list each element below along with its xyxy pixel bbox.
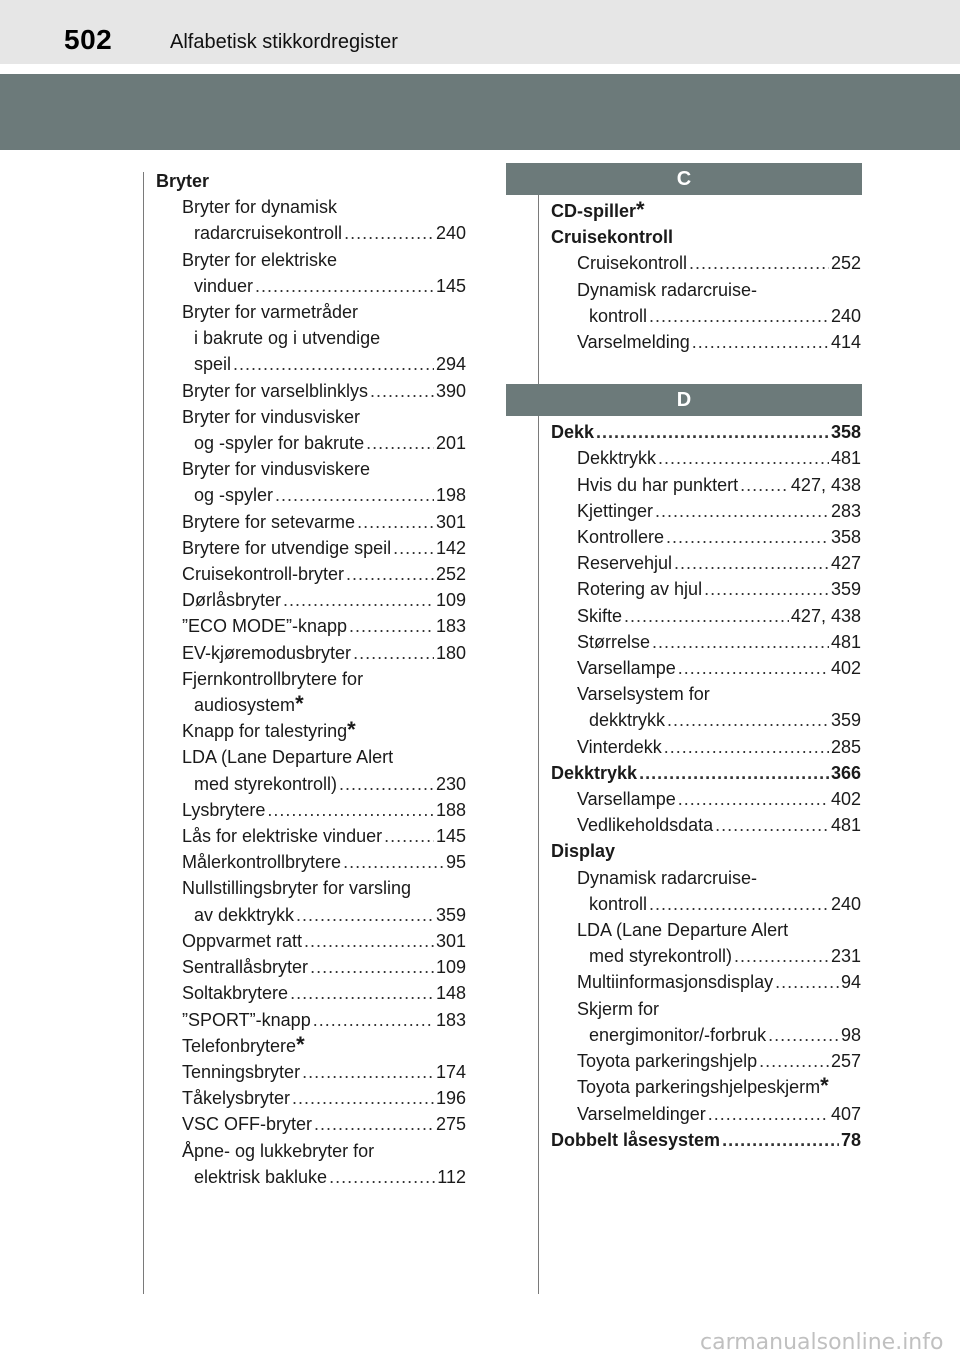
- entry-text: Bryter for vindusvisker: [182, 406, 361, 427]
- d-index-entry: [551, 760, 861, 786]
- dot-leader: [704, 576, 829, 602]
- d-index-entry: [551, 969, 861, 995]
- entry-text: Cruisekontroll: [551, 227, 674, 248]
- dot-leader: [393, 535, 434, 561]
- left-index-entry: [156, 351, 466, 377]
- d-index-entry: [551, 734, 861, 760]
- left-column-rule: [143, 172, 144, 1294]
- entry-text: Tenningsbryter: [182, 1061, 301, 1082]
- header-banner: [0, 74, 960, 150]
- page-reference: 275: [435, 1114, 466, 1135]
- entry-text: Varsellampe: [577, 658, 676, 679]
- entry-text: med styrekontroll): [194, 773, 338, 794]
- entry-text: Display: [551, 841, 616, 862]
- left-index-entry: [156, 194, 466, 220]
- entry-text: av dekktrykk: [194, 904, 295, 925]
- dot-leader: [339, 771, 434, 797]
- left-index-entry: [156, 404, 466, 430]
- entry-text: Dørlåsbryter: [182, 590, 282, 611]
- entry-text: Bryter for varselblinklys: [182, 380, 369, 401]
- entry-text: Brytere for setevarme: [182, 511, 356, 532]
- dot-leader: [366, 430, 434, 456]
- dot-leader: [678, 786, 829, 812]
- page-reference: 252: [830, 253, 861, 274]
- dot-leader: [255, 273, 434, 299]
- dot-leader: [658, 445, 829, 471]
- page-reference: 231: [830, 946, 861, 967]
- page-reference: 240: [830, 893, 861, 914]
- letter-heading-d: D: [506, 384, 862, 416]
- page-reference: 109: [435, 590, 466, 611]
- dot-leader: [639, 760, 829, 786]
- page-reference: 481: [830, 815, 861, 836]
- dot-leader: [370, 378, 434, 404]
- dot-leader: [678, 655, 829, 681]
- section-title: Alfabetisk stikkordregister: [170, 31, 398, 53]
- left-index-entry: [156, 613, 466, 639]
- entry-text: Multiinformasjonsdisplay: [577, 972, 774, 993]
- entry-text: kontroll: [589, 893, 648, 914]
- entry-text: Varsellampe: [577, 789, 676, 810]
- page-reference: 183: [435, 1009, 466, 1030]
- section-gap: [551, 355, 861, 419]
- d-index-entry: [551, 1022, 861, 1048]
- left-index-entry: [156, 1111, 466, 1137]
- entry-text: Kjettinger: [577, 500, 654, 521]
- dot-leader: [624, 603, 789, 629]
- d-index-entry: [551, 865, 861, 891]
- entry-text: Oppvarmet ratt: [182, 930, 303, 951]
- entry-text: Soltakbrytere: [182, 983, 289, 1004]
- entry-text: Dekktrykk: [577, 448, 657, 469]
- dot-leader: [292, 1085, 434, 1111]
- page-reference: 366: [830, 762, 861, 783]
- page-reference: 481: [830, 631, 861, 652]
- d-index-entry: [551, 681, 861, 707]
- c-index-entry: [551, 277, 861, 303]
- dot-leader: [302, 1059, 434, 1085]
- entry-text: Dynamisk radarcruise-: [577, 279, 758, 300]
- c-index-entry: CD-spiller *: [551, 198, 861, 224]
- entry-text: Tåkelysbryter: [182, 1088, 291, 1109]
- page-number: 502: [64, 24, 113, 55]
- dot-leader: [267, 797, 434, 823]
- watermark: carmanualsonline.info: [700, 1330, 944, 1355]
- dot-leader: [275, 482, 434, 508]
- entry-text: dekktrykk: [589, 710, 666, 731]
- dot-leader: [664, 734, 829, 760]
- dot-leader: [667, 707, 829, 733]
- page-reference: 427, 438: [790, 474, 861, 495]
- entry-text: Toyota parkeringshjelp: [577, 1051, 758, 1072]
- entry-text: Vinterdekk: [577, 736, 662, 757]
- page-reference: 98: [840, 1024, 861, 1045]
- left-index-entry: [156, 928, 466, 954]
- page-reference: 95: [445, 852, 466, 873]
- left-index-entry: [156, 1007, 466, 1033]
- page-reference: 142: [435, 537, 466, 558]
- entry-text: Dobbelt låsesystem: [551, 1129, 721, 1150]
- dot-leader: [349, 613, 434, 639]
- left-index-entry: [156, 875, 466, 901]
- page-reference: 481: [830, 448, 861, 469]
- entry-text: Knapp for talestyring: [182, 721, 348, 742]
- left-index-entry: [156, 1085, 466, 1111]
- page-reference: 252: [435, 564, 466, 585]
- c-index-entry: [551, 250, 861, 276]
- dot-leader: [708, 1101, 829, 1127]
- entry-text: og -spyler: [194, 485, 274, 506]
- d-index-entry: [551, 786, 861, 812]
- d-index-entry: [551, 472, 861, 498]
- dot-leader: [314, 1111, 434, 1137]
- page-reference: 402: [830, 789, 861, 810]
- entry-text: Åpne- og lukkebryter for: [182, 1140, 375, 1161]
- entry-text: Størrelse: [577, 631, 651, 652]
- entry-text: med styrekontroll): [589, 946, 733, 967]
- d-index-entry: [551, 1127, 861, 1153]
- entry-text: CD-spiller: [551, 201, 637, 221]
- entry-text: Bryter: [156, 171, 210, 191]
- dot-leader: [722, 1127, 839, 1153]
- entry-text: i bakrute og i utvendige: [194, 328, 381, 349]
- left-index-entry: [156, 561, 466, 587]
- d-index-entry: [551, 943, 861, 969]
- entry-text: og -spyler for bakrute: [194, 433, 365, 454]
- left-index-entry: [156, 902, 466, 928]
- page-reference: 402: [830, 658, 861, 679]
- page-reference: 359: [830, 710, 861, 731]
- entry-text: Skifte: [577, 605, 623, 626]
- page-reference: 109: [435, 957, 466, 978]
- dot-leader: [715, 812, 829, 838]
- left-index-entry: [156, 247, 466, 273]
- page-reference: 294: [435, 354, 466, 375]
- d-index-entry: [551, 603, 861, 629]
- page-reference: 358: [830, 422, 861, 443]
- page-reference: 240: [830, 305, 861, 326]
- left-index-entry: [156, 220, 466, 246]
- left-index-entry: [156, 771, 466, 797]
- left-index-entry: [156, 430, 466, 456]
- page-reference: 240: [435, 223, 466, 244]
- entry-text: Bryter for elektriske: [182, 249, 338, 270]
- left-index-entry: [156, 325, 466, 351]
- entry-text: Vedlikeholdsdata: [577, 815, 714, 836]
- dot-leader: [233, 351, 434, 377]
- dot-leader: [283, 587, 434, 613]
- page-reference: 358: [830, 527, 861, 548]
- d-index-entry: [551, 524, 861, 550]
- dot-leader: [346, 561, 434, 587]
- dot-leader: [768, 1022, 839, 1048]
- dot-leader: [652, 629, 829, 655]
- page-reference: 78: [840, 1129, 861, 1150]
- page-reference: 414: [830, 332, 861, 353]
- left-index-entry: [156, 1164, 466, 1190]
- entry-text: ”ECO MODE”-knapp: [182, 616, 348, 637]
- left-index-entry: [156, 378, 466, 404]
- left-index-entry: [156, 640, 466, 666]
- dot-leader: [759, 1048, 829, 1074]
- entry-text: Toyota parkeringshjelpeskjerm: [577, 1077, 821, 1098]
- c-index-entry: [551, 224, 861, 250]
- dot-leader: [353, 640, 434, 666]
- dot-leader: [689, 250, 829, 276]
- dot-leader: [290, 980, 434, 1006]
- d-index-entry: [551, 629, 861, 655]
- page-reference: 183: [435, 616, 466, 637]
- dot-leader: [343, 849, 444, 875]
- dot-leader: [310, 954, 434, 980]
- d-index-entry: [551, 419, 861, 445]
- page-reference: 390: [435, 380, 466, 401]
- d-index-entry: [551, 576, 861, 602]
- entry-text: kontroll: [589, 305, 648, 326]
- dot-leader: [649, 303, 829, 329]
- entry-text: EV-kjøremodusbryter: [182, 642, 352, 663]
- d-index-entry: [551, 655, 861, 681]
- dot-leader: [296, 902, 434, 928]
- page-reference: 257: [830, 1051, 861, 1072]
- entry-text: audiosystem: [194, 695, 296, 716]
- entry-text: Lås for elektriske vinduer: [182, 826, 383, 847]
- dot-leader: [734, 943, 829, 969]
- left-index-entry: [156, 1059, 466, 1085]
- entry-text: Cruisekontroll: [577, 253, 688, 274]
- d-index-entry: [551, 550, 861, 576]
- left-index-entry: [156, 849, 466, 875]
- entry-text: LDA (Lane Departure Alert: [182, 747, 394, 768]
- left-index-entry: [156, 535, 466, 561]
- entry-text: Bryter for varmetråder: [182, 302, 359, 323]
- page-reference: 94: [840, 972, 861, 993]
- page-reference: 283: [830, 500, 861, 521]
- d-index-entry: [551, 1101, 861, 1127]
- left-index-entry: [156, 456, 466, 482]
- page-reference: 145: [435, 275, 466, 296]
- dot-leader: [344, 220, 434, 246]
- dot-leader: [329, 1164, 435, 1190]
- d-index-entry: Toyota parkeringshjelpeskjerm *: [551, 1074, 861, 1100]
- entry-text: Skjerm for: [577, 998, 660, 1019]
- entry-text: Varselmeldinger: [577, 1103, 706, 1124]
- left-index-entry: audiosystem *: [156, 692, 466, 718]
- entry-text: Nullstillingsbryter for varsling: [182, 878, 412, 899]
- entry-text: Målerkontrollbrytere: [182, 852, 342, 873]
- entry-text: Varselsystem for: [577, 684, 710, 705]
- dot-leader: [313, 1007, 434, 1033]
- entry-text: Sentrallåsbryter: [182, 957, 309, 978]
- letter-heading-c: C: [506, 163, 862, 195]
- entry-text: Brytere for utvendige speil: [182, 537, 392, 558]
- d-index-entry: [551, 445, 861, 471]
- entry-text: Bryter for vindusviskere: [182, 459, 371, 480]
- c-index-entry: [551, 303, 861, 329]
- left-index-entry: Knapp for talestyring *: [156, 718, 466, 744]
- entry-text: energimonitor/-forbruk: [589, 1024, 767, 1045]
- entry-text: Dekktrykk: [551, 762, 638, 783]
- entry-text: Varselmelding: [577, 332, 690, 353]
- dot-leader: [596, 419, 829, 445]
- entry-text: Telefonbrytere: [182, 1035, 297, 1056]
- entry-text: vinduer: [194, 275, 254, 296]
- entry-text: Reservehjul: [577, 553, 673, 574]
- page-reference: 285: [830, 736, 861, 757]
- entry-text: speil: [194, 354, 232, 375]
- page-reference: 112: [437, 1166, 466, 1187]
- dot-leader: [384, 823, 434, 849]
- page-reference: 301: [435, 930, 466, 951]
- page-reference: 145: [435, 826, 466, 847]
- entry-text: VSC OFF-bryter: [182, 1114, 313, 1135]
- entry-text: Dekk: [551, 422, 595, 443]
- entry-text: Rotering av hjul: [577, 579, 703, 600]
- page-reference: 427: [830, 553, 861, 574]
- page-reference: 359: [435, 904, 466, 925]
- page-reference: 301: [435, 511, 466, 532]
- left-index-entry: [156, 666, 466, 692]
- left-index-entry: [156, 587, 466, 613]
- d-index-entry: [551, 1048, 861, 1074]
- dot-leader: [666, 524, 829, 550]
- page-reference: 359: [830, 579, 861, 600]
- d-index-entry: [551, 996, 861, 1022]
- page-reference: 230: [435, 773, 466, 794]
- left-index-entry: [156, 1138, 466, 1164]
- page-reference: 180: [435, 642, 466, 663]
- d-index-entry: [551, 917, 861, 943]
- entry-text: radarcruisekontroll: [194, 223, 343, 244]
- entry-text: Bryter for dynamisk: [182, 197, 338, 218]
- page-reference: 148: [435, 983, 466, 1004]
- d-index-entry: [551, 707, 861, 733]
- left-index-entry: [156, 482, 466, 508]
- page-reference: 198: [435, 485, 466, 506]
- left-index-entry: [156, 797, 466, 823]
- left-index-entry: [156, 954, 466, 980]
- page-reference: 196: [435, 1088, 466, 1109]
- dot-leader: [740, 472, 789, 498]
- header-bar: [0, 0, 960, 64]
- dot-leader: [692, 329, 829, 355]
- entry-text: Dynamisk radarcruise-: [577, 867, 758, 888]
- page-reference: 188: [435, 799, 466, 820]
- entry-text: ”SPORT”-knapp: [182, 1009, 311, 1030]
- left-index-entry: [156, 273, 466, 299]
- d-index-entry: [551, 812, 861, 838]
- page-reference: 407: [830, 1103, 861, 1124]
- middle-column-rule: [538, 192, 539, 1294]
- entry-text: Cruisekontroll-bryter: [182, 564, 345, 585]
- left-index-entry: Telefonbrytere *: [156, 1033, 466, 1059]
- dot-leader: [674, 550, 829, 576]
- left-index-entry: [156, 299, 466, 325]
- d-index-entry: [551, 838, 861, 864]
- dot-leader: [655, 498, 829, 524]
- index-column-left: [156, 168, 466, 1190]
- left-index-entry: [156, 744, 466, 770]
- c-index-entry: [551, 329, 861, 355]
- entry-text: Hvis du har punktert: [577, 474, 739, 495]
- left-index-entry: [156, 980, 466, 1006]
- left-index-entry: [156, 509, 466, 535]
- entry-text: Lysbrytere: [182, 799, 266, 820]
- page-reference: 174: [435, 1061, 466, 1082]
- dot-leader: [775, 969, 839, 995]
- dot-leader: [304, 928, 434, 954]
- entry-text: LDA (Lane Departure Alert: [577, 920, 789, 941]
- index-column-right: [551, 198, 861, 1153]
- d-index-entry: [551, 891, 861, 917]
- entry-text: Fjernkontrollbrytere for: [182, 668, 364, 689]
- entry-text: Kontrollere: [577, 527, 665, 548]
- page-reference: 427, 438: [790, 605, 861, 626]
- dot-leader: [357, 509, 434, 535]
- left-index-entry: [156, 823, 466, 849]
- d-index-entry: [551, 498, 861, 524]
- page-reference: 201: [435, 433, 466, 454]
- left-index-entry: [156, 168, 466, 194]
- dot-leader: [649, 891, 829, 917]
- entry-text: elektrisk bakluke: [194, 1166, 328, 1187]
